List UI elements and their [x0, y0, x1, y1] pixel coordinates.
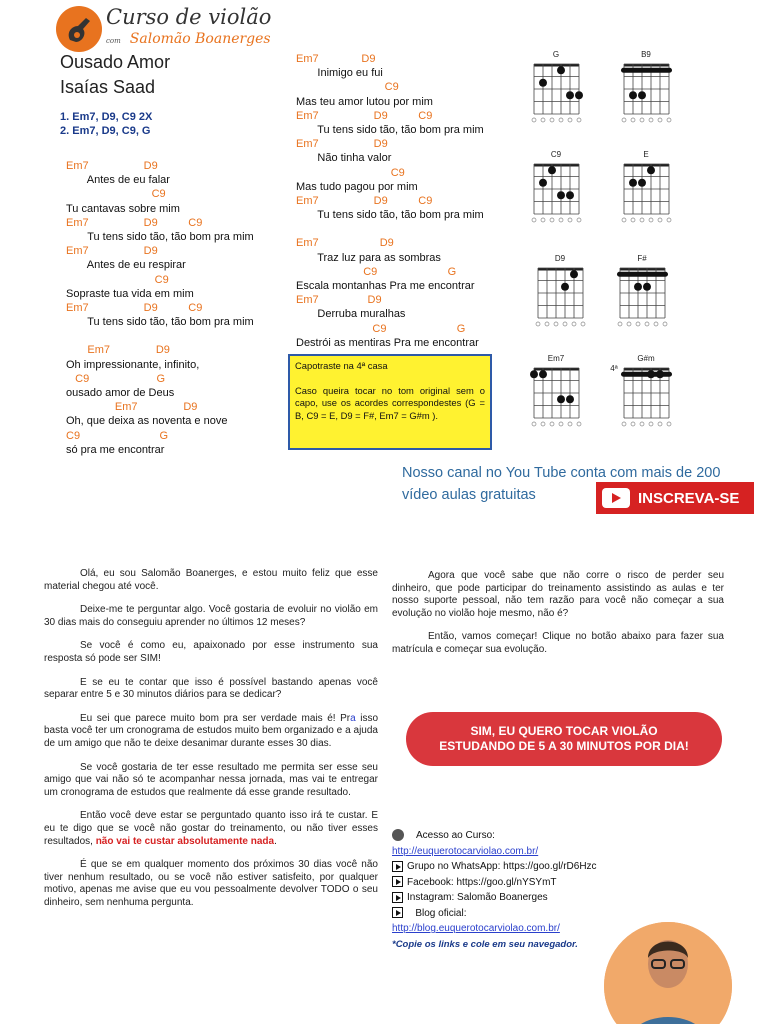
capo-text: Caso queira tocar no tom original sem o capo, use os acordes correspondestes (G = B, C9 = E, D9 = F#, Em7 = G#m ).	[295, 384, 485, 421]
chord-open-marker	[645, 322, 649, 326]
paragraph: Deixe-me te perguntar algo. Você gostaria de evoluir no violão em 30 dias mais do conseguiu aprender no últimos 12 meses?	[44, 604, 378, 628]
facebook-link[interactable]: Facebook: https://goo.gl/nYSYmT	[407, 876, 557, 888]
chord-finger-dot	[557, 191, 565, 199]
chord-fret-label: 4ª	[610, 364, 618, 373]
chord-open-marker	[636, 322, 640, 326]
chord-finger-dot	[647, 370, 655, 378]
chord-open-marker	[640, 422, 644, 426]
chord-line: Em7 D9 C9	[296, 194, 433, 207]
course-access-label: Acesso ao Curso:	[416, 830, 495, 841]
chord-finger-dot	[643, 283, 651, 291]
chord-open-marker	[550, 118, 554, 122]
paragraph	[44, 713, 378, 751]
lyric-line: Traz luz para as sombras	[296, 251, 441, 264]
chord-diagram	[530, 368, 581, 426]
chord-open-marker	[654, 322, 658, 326]
chord-diagram	[536, 268, 585, 326]
chord-open-marker	[550, 218, 554, 222]
chord-open-marker	[550, 422, 554, 426]
paragraph	[44, 810, 378, 848]
chord-open-marker	[658, 118, 662, 122]
chord-finger-dot	[557, 66, 565, 74]
paragraph: E se eu te contar que isso é possível bastando apenas você separar entre 5 e 30 minutos diários para se dedicar?	[44, 676, 378, 701]
lyric-line: Antes de eu falar	[66, 174, 170, 187]
chord-finger-dot	[638, 91, 646, 99]
play-bullet-icon	[392, 861, 403, 872]
chord-diagrams	[520, 46, 680, 440]
chord-finger-dot	[539, 179, 547, 187]
chord-line: C9	[296, 81, 399, 94]
structure-line-1: 1. Em7, D9, C9 2X	[60, 111, 153, 123]
logo-sub-text: Salomão Boanerges	[129, 31, 271, 47]
chord-finger-dot	[539, 370, 547, 378]
chord-name: E	[643, 150, 649, 159]
subscribe-label: INSCREVA-SE	[638, 489, 740, 507]
chord-open-marker	[631, 422, 635, 426]
chord-finger-dot	[570, 270, 578, 278]
lyric-line: Derruba muralhas	[296, 308, 406, 321]
chord-finger-dot	[629, 91, 637, 99]
enroll-button-line-2: ESTUDANDO DE 5 A 30 MINUTOS POR DIA!	[439, 739, 689, 753]
song-artist: Isaías Saad	[60, 77, 156, 97]
enroll-button-line-1: SIM, EU QUERO TOCAR VIOLÃO	[470, 724, 658, 738]
chord-line: Em7 D9	[296, 237, 394, 250]
chord-line: C9	[66, 273, 169, 286]
sales-text-right	[392, 570, 724, 668]
chord-finger-dot	[638, 179, 646, 187]
paragraph: Agora que você sabe que não corre o risco de perder seu dinheiro, que pode participar do treinamento assistindo as aulas e ter nosso suporte pessoal, não tem razão para você não começar a sua evolução no violão hoje mesmo, não é?	[392, 570, 724, 619]
lyric-line: Antes de eu respirar	[66, 259, 186, 272]
chord-finger-dot	[634, 283, 642, 291]
structure-line-2: 2. Em7, D9, C9, G	[60, 125, 151, 137]
paragraph: Olá, eu sou Salomão Boanerges, e estou muito feliz que esse material chegou até você.	[44, 568, 378, 592]
chord-line: Em7 D9	[296, 294, 382, 307]
sales-text-left	[44, 568, 378, 920]
chord-open-marker	[631, 118, 635, 122]
chord-finger-dot	[566, 191, 574, 199]
logo-com-text: com	[106, 37, 121, 45]
chord-open-marker	[667, 118, 671, 122]
chord-open-marker	[618, 322, 622, 326]
chord-open-marker	[568, 422, 572, 426]
chord-finger-dot	[647, 166, 655, 174]
enroll-button[interactable]	[406, 712, 722, 766]
chord-open-marker	[541, 218, 545, 222]
chord-open-marker	[649, 422, 653, 426]
logo-text	[106, 6, 271, 47]
paragraph: Então, vamos começar! Clique no botão abaixo para fazer sua matrícula e começar sua evolução.	[392, 631, 724, 655]
chord-name: Em7	[547, 354, 565, 363]
logo-icon	[56, 6, 102, 52]
lyric-line: Sopraste tua vida em mim	[66, 287, 194, 300]
bullet-circle-icon	[392, 829, 404, 841]
paragraph-segment: a	[350, 712, 356, 724]
chord-open-marker	[536, 322, 540, 326]
lyric-line: Tu tens sido tão, tão bom pra mim	[296, 123, 484, 136]
course-url-link[interactable]: http://euquerotocarviolao.com.br/	[392, 845, 539, 857]
lyric-line: só pra me encontrar	[66, 443, 165, 456]
capo-note-box	[288, 354, 492, 450]
chord-open-marker	[622, 422, 626, 426]
subscribe-button[interactable]	[596, 482, 754, 514]
chord-line: Em7 D9 C9	[66, 216, 203, 229]
chord-line: Em7 D9	[296, 53, 376, 65]
chord-open-marker	[577, 118, 581, 122]
lyric-line: Oh impressionante, infinito,	[66, 358, 200, 371]
lyrics-column-1	[66, 159, 254, 457]
chord-finger-dot	[530, 370, 538, 378]
chord-open-marker	[541, 422, 545, 426]
chord-finger-dot	[548, 166, 556, 174]
chord-open-marker	[568, 118, 572, 122]
chord-open-marker	[545, 322, 549, 326]
chord-open-marker	[572, 322, 576, 326]
chord-finger-dot	[561, 283, 569, 291]
chord-open-marker	[559, 218, 563, 222]
chord-diagram	[532, 64, 583, 122]
chord-diagram	[617, 268, 668, 326]
chord-open-marker	[658, 218, 662, 222]
chord-diagram	[621, 64, 672, 122]
paragraph-segment: isso basta você ter um cronograma de estudos muito bem organizado e a ajuda de um amigo que não te deixe desanimar durante esses 30 dias.	[44, 712, 378, 749]
youtube-line-1: Nosso canal no You Tube conta com mais de 200	[402, 465, 721, 481]
chord-name: D9	[554, 254, 566, 263]
chord-finger-dot	[566, 395, 574, 403]
chord-line: Em7 D9	[66, 401, 198, 414]
whatsapp-link[interactable]: Grupo no WhatsApp: https://goo.gl/rD6Hzc	[407, 861, 597, 872]
paragraph-segment: Então você deve estar se perguntado quanto isso irá te custar. E eu te digo que se você não gostar do treinamento, ou não tiver esses resultados,	[44, 810, 378, 847]
chord-open-marker	[532, 118, 536, 122]
chord-line: Em7 D9 C9	[66, 301, 203, 314]
lyric-line: Não tinha valor	[296, 152, 392, 165]
chord-open-marker	[532, 422, 536, 426]
lyric-line: Oh, que deixa as noventa e nove	[66, 415, 228, 428]
chord-open-marker	[667, 218, 671, 222]
chord-open-marker	[559, 422, 563, 426]
chord-open-marker	[658, 422, 662, 426]
chord-open-marker	[649, 118, 653, 122]
lyric-line: Tu cantavas sobre mim	[66, 202, 180, 215]
chord-open-marker	[622, 118, 626, 122]
chord-finger-dot	[566, 91, 574, 99]
chord-diagram	[621, 368, 672, 426]
chord-finger-dot	[557, 395, 565, 403]
youtube-play-icon	[602, 488, 630, 508]
lyric-line: ousado amor de Deus	[66, 387, 175, 399]
chord-name: B9	[641, 50, 651, 59]
chord-open-marker	[568, 218, 572, 222]
chord-open-marker	[581, 322, 585, 326]
chord-open-marker	[622, 218, 626, 222]
paragraph: Se você gostaria de ter esse resultado me permita ser esse seu amigo que vai não só te acompanhar nessa jornada, mas vai te entregar um cronograma de estudos que realmente dá esse grande resultado.	[44, 761, 378, 798]
chord-line: C9 G	[66, 372, 166, 385]
links-list	[392, 828, 597, 952]
chord-open-marker	[640, 118, 644, 122]
chord-open-marker	[563, 322, 567, 326]
chord-name: G#m	[637, 354, 655, 363]
capo-title: Capotraste na 4ª casa	[295, 360, 388, 371]
blank-line	[66, 329, 254, 343]
chord-finger-dot	[575, 91, 583, 99]
chord-line: C9	[66, 188, 166, 201]
chord-open-marker	[631, 218, 635, 222]
lyric-line: Mas tudo pagou por mim	[296, 180, 418, 193]
song-title: Ousado Amor	[60, 52, 171, 72]
chord-line: Em7 D9	[66, 160, 158, 172]
chord-line: C9	[296, 166, 405, 179]
chord-open-marker	[541, 118, 545, 122]
copy-links-note: *Copie os links e cole em seu navegador.	[392, 938, 578, 950]
lyric-line: Escala montanhas Pra me encontrar	[296, 280, 475, 292]
blank-line	[296, 222, 484, 236]
paragraph: É que se em qualquer momento dos próximos 30 dias você não tiver nenhum resultado, ou se você não estiver satisfeito, por qualquer motivo, apenas me avise que eu vou pessoalmente devolver TODO o seu dinheiro, sem nenhuma pergunta.	[44, 859, 378, 908]
chord-finger-dot	[539, 79, 547, 87]
lyrics-column-2	[296, 52, 484, 350]
chord-open-marker	[532, 218, 536, 222]
play-bullet-icon	[392, 876, 403, 887]
chord-line: Em7 D9	[66, 344, 170, 357]
youtube-line-2: vídeo aulas gratuitas	[402, 487, 536, 503]
lyric-line: Inimigo eu fui	[296, 67, 383, 80]
chord-finger-dot	[629, 179, 637, 187]
chord-open-marker	[663, 322, 667, 326]
paragraph: Se você é como eu, apaixonado por esse instrumento sua resposta só pode ser SIM!	[44, 640, 378, 664]
chord-open-marker	[667, 422, 671, 426]
chord-open-marker	[554, 322, 558, 326]
blog-label: Blog oficial:	[415, 907, 467, 919]
chord-name: C9	[550, 150, 562, 159]
author-photo	[604, 922, 732, 1024]
chord-name: F#	[637, 254, 647, 263]
lyric-line: Tu tens sido tão, tão bom pra mim	[66, 316, 254, 329]
paragraph-segment: .	[274, 835, 277, 847]
paragraph-segment: não vai te custar absolutamente nada	[95, 835, 275, 847]
play-bullet-icon	[392, 907, 403, 918]
chord-open-marker	[649, 218, 653, 222]
chord-line: Em7 D9 C9	[296, 109, 433, 122]
chord-name: G	[552, 50, 560, 59]
paragraph-segment: Eu sei que parece muito bom pra ser verdade mais é! Pr	[80, 712, 351, 724]
chord-diagram	[532, 164, 581, 222]
chord-finger-dot	[656, 370, 664, 378]
chord-line: C9 G	[66, 429, 169, 442]
lyric-line: Destrói as mentiras Pra me encontrar	[296, 336, 479, 349]
chord-line: C9 G	[296, 322, 466, 335]
chord-open-marker	[577, 218, 581, 222]
chord-barre	[617, 272, 668, 277]
lyric-line: Tu tens sido tão, tão bom pra mim	[66, 230, 254, 243]
chord-line: Em7 D9	[66, 245, 158, 258]
chord-open-marker	[640, 218, 644, 222]
chord-line: C9 G	[296, 265, 457, 278]
lyric-line: Tu tens sido tão, tão bom pra mim	[296, 209, 484, 222]
chord-open-marker	[577, 422, 581, 426]
instagram-text: Instagram: Salomão Boanerges	[407, 892, 548, 903]
chord-line: Em7 D9	[296, 138, 388, 151]
chord-open-marker	[627, 322, 631, 326]
chord-diagram	[622, 164, 671, 222]
chord-open-marker	[559, 118, 563, 122]
lyric-line: Mas teu amor lutou por mim	[296, 95, 433, 108]
blog-url-link[interactable]: http://blog.euquerotocarviolao.com.br/	[392, 923, 560, 934]
play-bullet-icon	[392, 892, 403, 903]
logo-main-text: Curso de violão	[106, 5, 272, 29]
chord-barre	[621, 68, 672, 73]
